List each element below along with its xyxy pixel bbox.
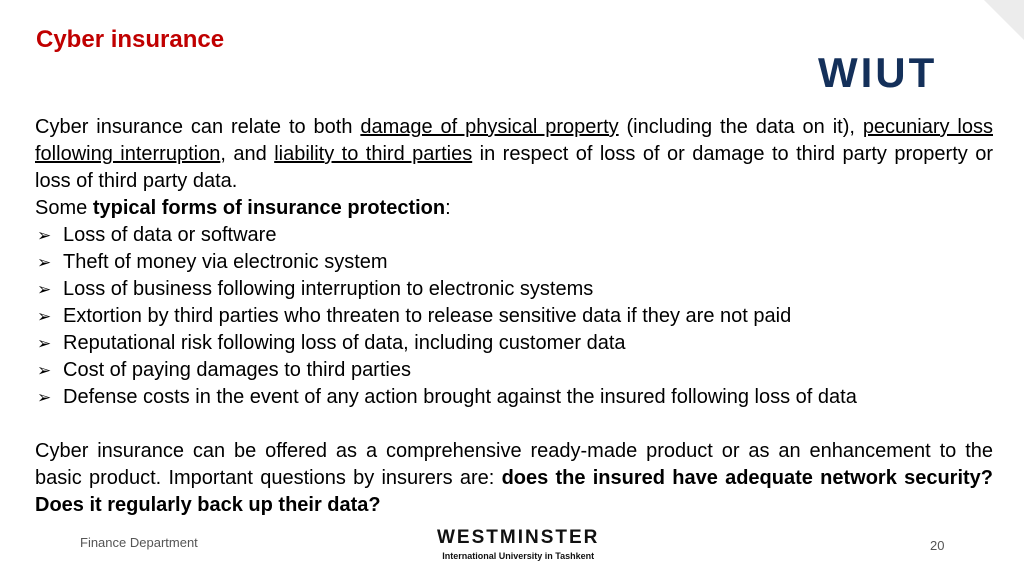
list-item	[35, 222, 993, 249]
list-item-text: Cost of paying damages to third parties	[63, 359, 411, 381]
underlined-pecuniary-loss: pecuniary loss following interruption	[35, 116, 993, 165]
underlined-liability: liability to third parties	[274, 143, 473, 165]
closing-bold-questions: does the insured have adequate network security? Does it regularly back up their data?	[35, 467, 994, 516]
slide-title: Cyber insurance	[36, 26, 225, 53]
footer-department: Finance Department	[80, 535, 198, 550]
intro-text-2: (including the data on it),	[618, 116, 863, 138]
arrow-bullet-icon: ➢	[37, 388, 52, 407]
page-number: 20	[930, 538, 945, 553]
westminster-logo	[437, 528, 599, 561]
arrow-bullet-icon: ➢	[37, 226, 52, 245]
list-item	[35, 249, 993, 276]
intro-text-3: , and	[220, 143, 275, 165]
corner-decoration	[984, 0, 1024, 40]
intro-paragraph	[35, 114, 993, 195]
list-item-text: Defense costs in the event of any action brought against the insured following loss of data	[63, 386, 857, 408]
arrow-bullet-icon: ➢	[37, 307, 52, 326]
underlined-physical-damage: damage of physical property	[360, 116, 619, 138]
list-item	[35, 384, 993, 411]
list-item	[35, 330, 993, 357]
arrow-bullet-icon: ➢	[37, 334, 52, 353]
list-item-text: Loss of business following interruption to electronic systems	[63, 278, 594, 300]
list-item	[35, 303, 993, 330]
spacer	[35, 411, 993, 438]
list-item-text: Reputational risk following loss of data, including customer data	[63, 332, 626, 354]
list-item-text: Loss of data or software	[63, 224, 277, 246]
forms-text-2: :	[445, 197, 451, 219]
arrow-bullet-icon: ➢	[37, 361, 52, 380]
arrow-bullet-icon: ➢	[37, 253, 52, 272]
closing-text: Cyber insurance can be offered as a comprehensive ready-made product or as an enhancement to the basic product. Important questions by insurers are:	[35, 440, 993, 489]
list-item-text: Extortion by third parties who threaten to release sensitive data if they are not paid	[63, 305, 792, 327]
forms-bold: typical forms of insurance protection	[92, 197, 446, 219]
westminster-logo-main: WESTMINSTER	[437, 527, 600, 548]
list-item	[35, 276, 993, 303]
slide-body	[35, 114, 993, 519]
protection-list	[35, 222, 993, 411]
westminster-logo-sub: International University in Tashkent	[442, 551, 595, 561]
intro-text-1: Cyber insurance can relate to both	[35, 116, 361, 138]
intro-text-4: in respect of loss of or damage to third party property or loss of third party data.	[35, 143, 993, 192]
wiut-logo: WIUT	[818, 49, 938, 96]
forms-text-1: Some	[35, 197, 93, 219]
list-item	[35, 357, 993, 384]
closing-paragraph	[35, 438, 993, 519]
forms-line	[35, 195, 993, 222]
arrow-bullet-icon: ➢	[37, 280, 52, 299]
list-item-text: Theft of money via electronic system	[63, 251, 388, 273]
